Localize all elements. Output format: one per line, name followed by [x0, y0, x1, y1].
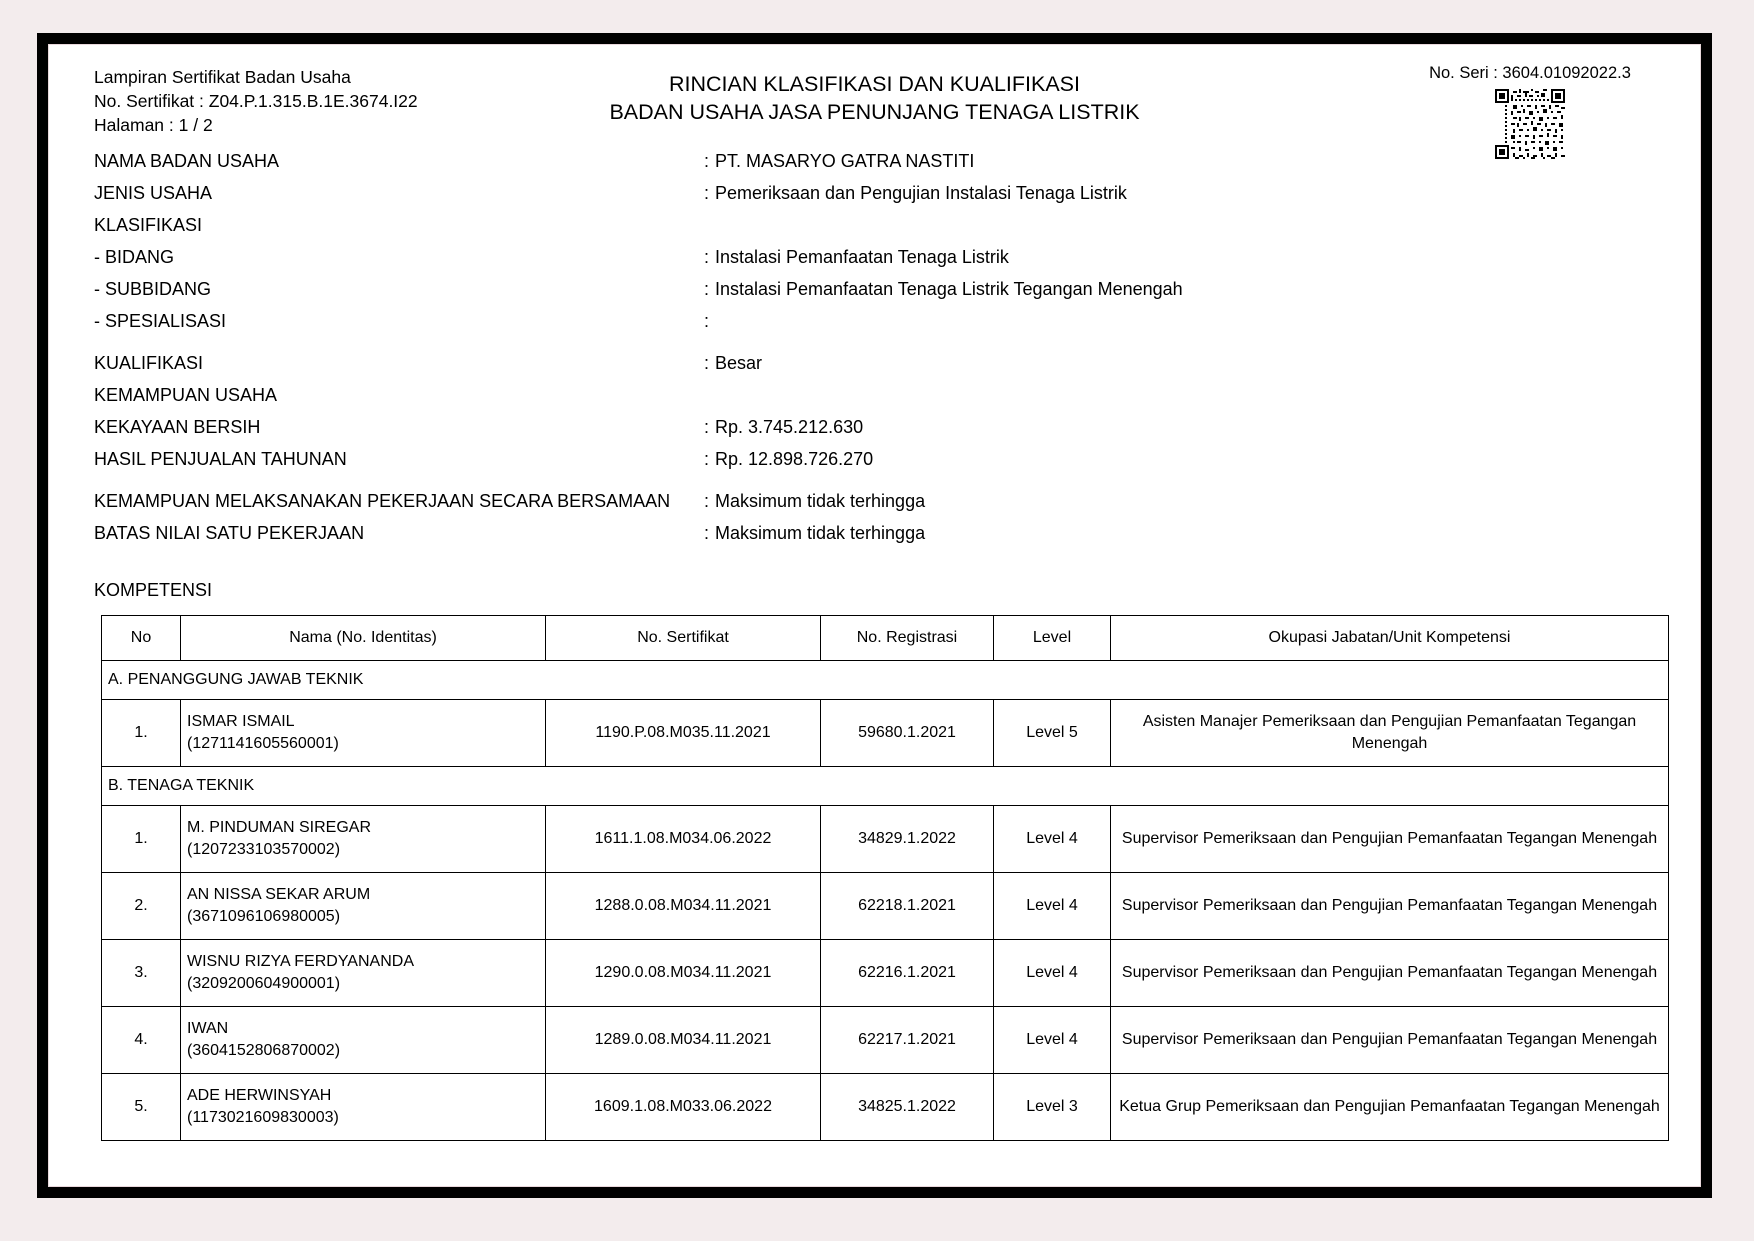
info-value-text: PT. MASARYO GATRA NASTITI: [715, 151, 975, 171]
info-value: [704, 411, 863, 443]
cell-nama-name: M. PINDUMAN SIREGAR: [187, 819, 372, 836]
info-colon: :: [704, 151, 710, 171]
column-header-no: No: [102, 616, 181, 661]
cell-registrasi: 34825.1.2022: [821, 1074, 994, 1141]
info-value: [704, 485, 925, 517]
table-header-row: [102, 616, 1669, 661]
info-label: JENIS USAHA: [94, 183, 213, 203]
info-colon: :: [704, 417, 710, 437]
table-header: [102, 616, 1669, 661]
info-value: [704, 443, 873, 475]
info-row: [94, 145, 1674, 177]
cell-nama-name: ADE HERWINSYAH: [187, 1087, 332, 1104]
cell-level: Level 4: [994, 1007, 1111, 1074]
cell-nama-name: AN NISSA SEKAR ARUM: [187, 886, 371, 903]
cell-nama-name: WISNU RIZYA FERDYANANDA: [187, 953, 414, 970]
cell-sertifikat: 1290.0.08.M034.11.2021: [546, 940, 821, 1007]
table-section-row: [102, 767, 1669, 806]
page-title-line-2: BADAN USAHA JASA PENUNJANG TENAGA LISTRIK: [609, 100, 1140, 124]
cell-level: Level 4: [994, 873, 1111, 940]
info-label: HASIL PENJUALAN TAHUNAN: [94, 449, 347, 469]
cell-nama-identitas: (1271141605560001): [187, 735, 339, 752]
table-row: [102, 806, 1669, 873]
kompetensi-heading: KOMPETENSI: [94, 580, 213, 600]
document-header: [49, 45, 1700, 155]
cell-sertifikat: 1190.P.08.M035.11.2021: [546, 700, 821, 767]
info-label: KUALIFIKASI: [94, 353, 204, 373]
serial-number: No. Seri : 3604.01092022.3: [1429, 64, 1631, 82]
cell-registrasi: 62218.1.2021: [821, 873, 994, 940]
cell-nama-identitas: (3671096106980005): [187, 908, 341, 925]
cell-level: Level 3: [994, 1074, 1111, 1141]
table-row: [102, 1007, 1669, 1074]
cell-level: Level 4: [994, 806, 1111, 873]
info-value-text: Pemeriksaan dan Pengujian Instalasi Tenaga Listrik: [715, 183, 1127, 203]
info-label: KLASIFIKASI: [94, 215, 203, 235]
cell-nama: [181, 940, 546, 1007]
cell-okupasi: Supervisor Pemeriksaan dan Pengujian Pemanfaatan Tegangan Menengah: [1111, 806, 1669, 873]
info-value-text: Maksimum tidak terhingga: [715, 491, 926, 511]
cell-registrasi: 34829.1.2022: [821, 806, 994, 873]
cell-level: Level 4: [994, 940, 1111, 1007]
info-label: KEMAMPUAN MELAKSANAKAN PEKERJAAN SECARA BERSAMAAN: [94, 491, 671, 511]
info-value: [704, 517, 925, 549]
cell-okupasi: Supervisor Pemeriksaan dan Pengujian Pemanfaatan Tegangan Menengah: [1111, 1007, 1669, 1074]
cell-nama-name: IWAN: [187, 1020, 229, 1037]
cell-registrasi: 62216.1.2021: [821, 940, 994, 1007]
table-section-heading: B. TENAGA TEKNIK: [102, 767, 1669, 806]
cell-registrasi: 59680.1.2021: [821, 700, 994, 767]
info-label: KEMAMPUAN USAHA: [94, 385, 278, 405]
page-title-line-1: RINCIAN KLASIFIKASI DAN KUALIFIKASI: [669, 72, 1080, 96]
info-colon: :: [704, 491, 710, 511]
cell-level: Level 5: [994, 700, 1111, 767]
certificate-page-border: [37, 33, 1712, 1198]
info-value: [704, 305, 715, 337]
cell-nama-name: ISMAR ISMAIL: [187, 713, 295, 730]
info-row: [94, 517, 1674, 549]
info-value-text: Rp. 12.898.726.270: [715, 449, 874, 469]
info-colon: :: [704, 523, 710, 543]
cell-okupasi: Supervisor Pemeriksaan dan Pengujian Pemanfaatan Tegangan Menengah: [1111, 940, 1669, 1007]
info-label: - BIDANG: [94, 247, 175, 267]
column-header-level: Level: [994, 616, 1111, 661]
certificate-page: [48, 44, 1701, 1187]
cell-sertifikat: 1611.1.08.M034.06.2022: [546, 806, 821, 873]
info-value-text: Rp. 3.745.212.630: [715, 417, 864, 437]
certificate-number: No. Sertifikat : Z04.P.1.315.B.1E.3674.I22: [94, 91, 418, 111]
table-section-heading: A. PENANGGUNG JAWAB TEKNIK: [102, 661, 1669, 700]
column-header-registrasi: No. Registrasi: [821, 616, 994, 661]
info-colon: :: [704, 183, 710, 203]
cell-sertifikat: 1609.1.08.M033.06.2022: [546, 1074, 821, 1141]
info-value-text: Besar: [715, 353, 763, 373]
cell-nama-identitas: (1207233103570002): [187, 841, 341, 858]
page-number-label: Halaman : 1 / 2: [94, 115, 213, 135]
column-header-okupasi: Okupasi Jabatan/Unit Kompetensi: [1111, 616, 1669, 661]
cell-no: 5.: [102, 1074, 181, 1141]
info-label: NAMA BADAN USAHA: [94, 151, 280, 171]
info-colon: :: [704, 353, 710, 373]
info-row: [94, 305, 1674, 347]
info-row: [94, 209, 1674, 241]
cell-nama-identitas: (1173021609830003): [187, 1109, 339, 1126]
info-row: [94, 177, 1674, 209]
table-row: [102, 873, 1669, 940]
cell-no: 3.: [102, 940, 181, 1007]
table-row: [102, 940, 1669, 1007]
info-label: - SUBBIDANG: [94, 279, 212, 299]
kompetensi-table: [101, 615, 1669, 1141]
cell-nama: [181, 873, 546, 940]
column-header-sertifikat: No. Sertifikat: [546, 616, 821, 661]
cell-registrasi: 62217.1.2021: [821, 1007, 994, 1074]
cell-no: 1.: [102, 700, 181, 767]
table-body: [102, 661, 1669, 1141]
info-row: [94, 241, 1674, 273]
cell-sertifikat: 1288.0.08.M034.11.2021: [546, 873, 821, 940]
cell-okupasi: Asisten Manajer Pemeriksaan dan Pengujian Pemanfaatan Tegangan Menengah: [1111, 700, 1669, 767]
table-section-row: [102, 661, 1669, 700]
attachment-label: Lampiran Sertifikat Badan Usaha: [94, 67, 351, 87]
cell-nama: [181, 806, 546, 873]
info-colon: :: [704, 311, 710, 331]
info-colon: :: [704, 279, 710, 299]
info-label: - SPESIALISASI: [94, 311, 227, 331]
info-label: BATAS NILAI SATU PEKERJAAN: [94, 523, 365, 543]
info-row: [94, 485, 1674, 517]
cell-nama: [181, 1074, 546, 1141]
info-row: [94, 273, 1674, 305]
info-row: [94, 443, 1674, 485]
table-row: [102, 700, 1669, 767]
info-value: [704, 273, 1183, 305]
cell-okupasi: Ketua Grup Pemeriksaan dan Pengujian Pemanfaatan Tegangan Menengah: [1111, 1074, 1669, 1141]
cell-no: 1.: [102, 806, 181, 873]
cell-nama: [181, 1007, 546, 1074]
cell-nama-identitas: (3604152806870002): [187, 1042, 341, 1059]
cell-no: 2.: [102, 873, 181, 940]
table-row: [102, 1074, 1669, 1141]
info-value: [704, 241, 1009, 273]
info-colon: :: [704, 247, 710, 267]
info-value-text: Maksimum tidak terhingga: [715, 523, 926, 543]
cell-nama-identitas: (3209200604900001): [187, 975, 341, 992]
cell-no: 4.: [102, 1007, 181, 1074]
cell-sertifikat: 1289.0.08.M034.11.2021: [546, 1007, 821, 1074]
info-value: [704, 145, 974, 177]
cell-okupasi: Supervisor Pemeriksaan dan Pengujian Pemanfaatan Tegangan Menengah: [1111, 873, 1669, 940]
info-value: [704, 347, 762, 379]
info-label: KEKAYAAN BERSIH: [94, 417, 261, 437]
column-header-nama: Nama (No. Identitas): [181, 616, 546, 661]
info-value-text: Instalasi Pemanfaatan Tenaga Listrik Tegangan Menengah: [715, 279, 1183, 299]
info-colon: :: [704, 449, 710, 469]
info-row: [94, 379, 1674, 411]
info-value-text: Instalasi Pemanfaatan Tenaga Listrik: [715, 247, 1009, 267]
cell-nama: [181, 700, 546, 767]
company-info-block: [94, 145, 1674, 549]
info-row: [94, 347, 1674, 379]
info-row: [94, 411, 1674, 443]
info-value: [704, 177, 1127, 209]
